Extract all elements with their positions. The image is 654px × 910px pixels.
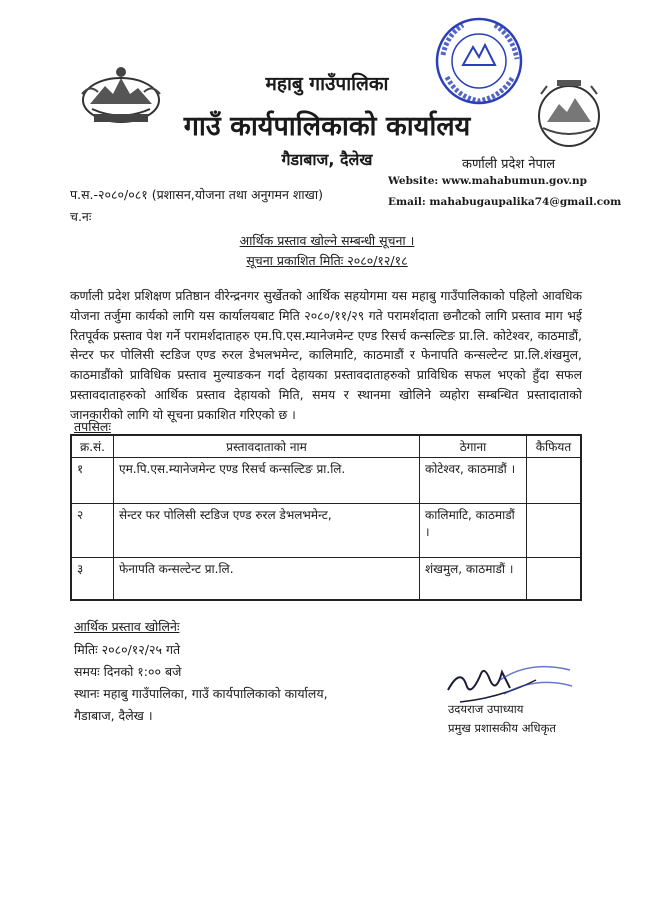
- published-date: सूचना प्रकाशित मितिः २०८०/१२/१८: [246, 253, 408, 268]
- name-cell: एम.पि.एस.म्यानेजमेन्ट एण्ड रिसर्च कन्सल्टिङ प्रा.लि.: [114, 458, 420, 504]
- serial-cell: २: [71, 504, 114, 558]
- address-cell: कालिमाटि, काठमाडौं ।: [420, 504, 527, 558]
- office-name: गाउँ कार्यपालिकाको कार्यालय: [183, 111, 471, 142]
- table-row: [71, 458, 581, 504]
- remarks-cell: [527, 458, 582, 504]
- header-name: प्रस्तावदाताको नाम: [114, 435, 420, 458]
- email-link[interactable]: Email: mahabugaupalika74@gmail.com: [388, 196, 622, 208]
- signatory-title: प्रमुख प्रशासकीय अधिकृत: [448, 721, 556, 735]
- proposers-table: [70, 434, 582, 601]
- bid-opening-place-line2: गैडाबाज, दैलेख ।: [74, 708, 153, 723]
- province-name: कर्णाली प्रदेश नेपाल: [462, 157, 556, 172]
- organization-name: महाबु गाउँपालिका: [265, 73, 389, 95]
- bid-opening-time: समयः दिनको १:०० बजे: [74, 664, 182, 679]
- office-location: गैडाबाज, दैलेख: [281, 150, 373, 169]
- bid-opening-place: स्थानः महाबु गाउँपालिका, गाउँ कार्यपालिकाको कार्यालय,: [74, 686, 328, 701]
- serial-cell: १: [71, 458, 114, 504]
- table-row: [71, 558, 581, 601]
- header-address: ठेगाना: [420, 435, 527, 458]
- address-cell: शंखमुल, काठमाडौं ।: [420, 558, 527, 601]
- notice-body: कर्णाली प्रदेश प्रशिक्षण प्रतिष्ठान वीरेन्द्रनगर सुर्खेतको आर्थिक सहयोगमा यस महाबु गाउँपालिकाको पहिलो आवधिक योजना तर्जुमा कार्यको लागि यस कार्यालयबाट मिति २०८०/११/२९ गते परामर्शदाता छनौटको लागि प्रस्ताव माग भई रितपूर्वक प्रस्ताव पेश गर्ने परामर्शदाताहरु एम.पि.एस.म्यानेजमेन्ट एण्ड रिसर्च कन्सल्टिङ प्रा.लि. कोटेश्वर, काठमाडौं, सेन्टर फर पोलिसी स्टडिज एण्ड रुरल डेभलभमेन्ट, कालिमाटि, काठमाडौं र फेनापति कन्सल्टेन्ट प्रा.लि.शंखमुल, काठमाडौंको प्राविधिक प्रस्ताव मुल्याङकन गर्दा देहायका प्रस्तावदाताहरुको प्राविधिक सफल भएको हुँदा सफल प्रस्तावदाताहरुको आर्थिक प्रस्ताव देहायको मिति, समय र स्थानमा खोलिने व्यहोरा सम्बन्धित प्रस्तादाताको जानकारीको लागि यो सूचना प्रकाशित गरिएको छ ।: [70, 288, 582, 422]
- details-label: तपसिलः: [74, 419, 111, 434]
- address-cell: कोटेश्वर, काठमाडौं ।: [420, 458, 527, 504]
- header-serial: क्र.सं.: [71, 435, 114, 458]
- serial-cell: ३: [71, 558, 114, 601]
- name-cell: सेन्टर फर पोलिसी स्टडिज एण्ड रुरल डेभलभमेन्ट,: [114, 504, 420, 558]
- remarks-cell: [527, 504, 582, 558]
- website-link[interactable]: Website: www.mahabumun.gov.np: [388, 175, 588, 187]
- bid-opening-date: मितिः २०८०/१२/२५ गते: [74, 642, 181, 657]
- header-remarks: कैफियत: [527, 435, 582, 458]
- table-header-row: [71, 435, 581, 458]
- notice-subject: आर्थिक प्रस्ताव खोल्ने सम्बन्धी सूचना ।: [239, 233, 415, 248]
- remarks-cell: [527, 558, 582, 601]
- bid-opening-heading: आर्थिक प्रस्ताव खोलिनेः: [74, 619, 180, 634]
- table-row: [71, 504, 581, 558]
- name-cell: फेनापति कन्सल्टेन्ट प्रा.लि.: [114, 558, 420, 601]
- signatory-name: उदयराज उपाध्याय: [448, 702, 524, 716]
- dispatch-number: च.नः: [70, 209, 92, 224]
- letter-number: प.स.-२०८०/०८१ (प्रशासन,योजना तथा अनुगमन शाखा): [70, 187, 324, 202]
